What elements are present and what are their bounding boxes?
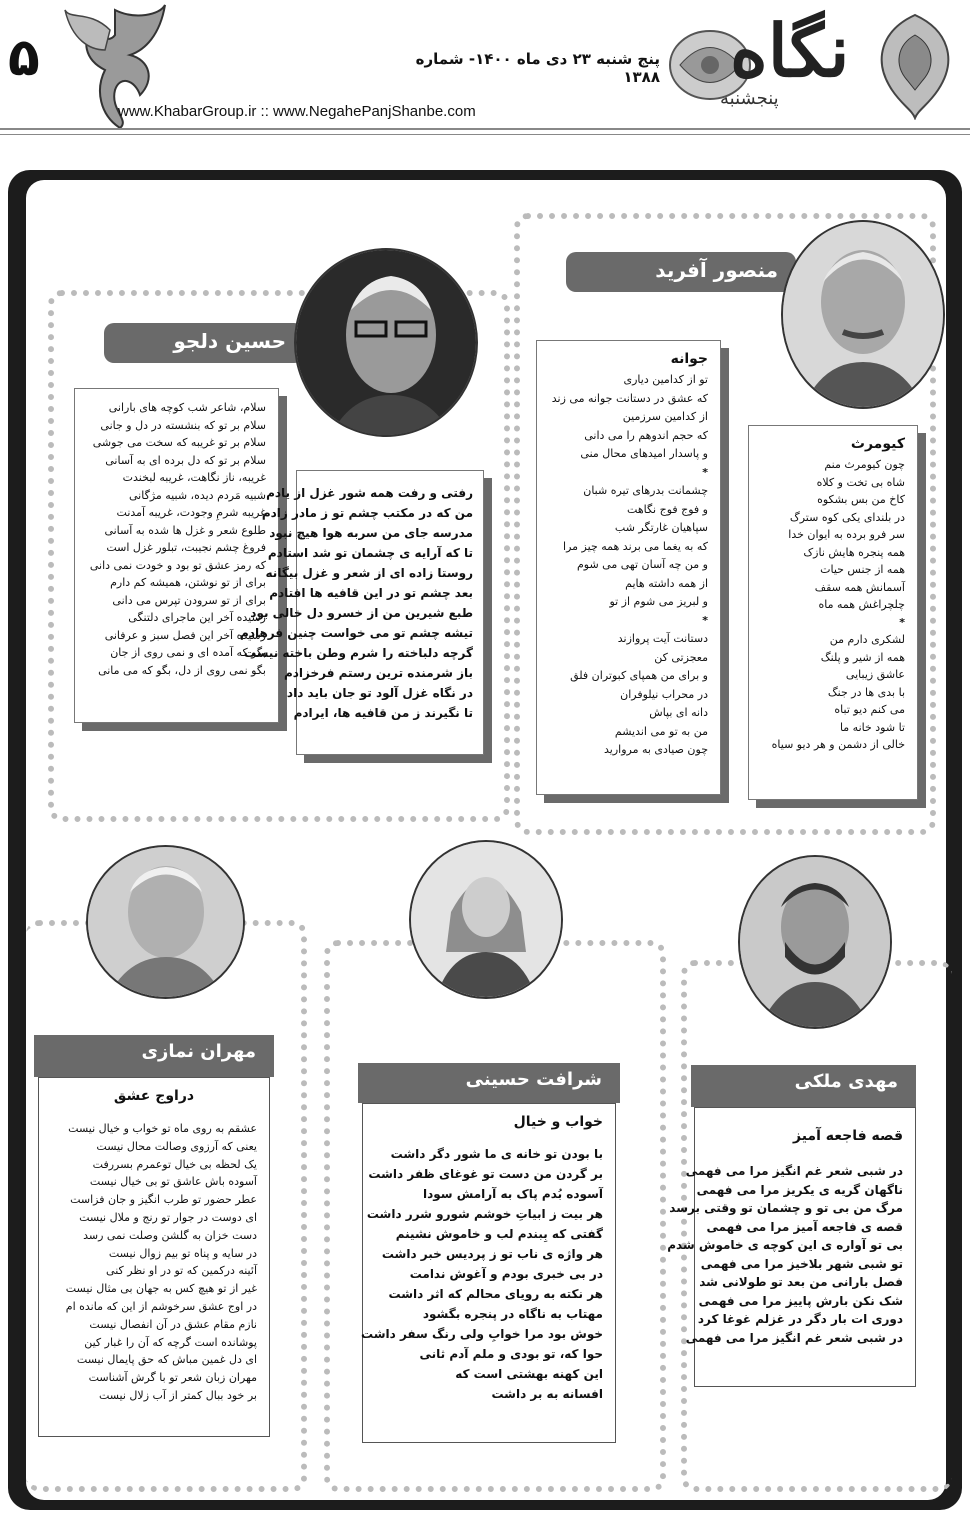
poem-line: که به یغما می برند همه چیز مرا [563,539,708,553]
poem-line: طلوع شعر و غزل ها شده به آسانی [104,523,266,537]
poem-line: سلام بر تو که دل برده ای به آسانی [105,453,266,467]
poem-line: تو شبی شهر بلاخیز مرا می فهمی [700,1256,903,1271]
afarid-poem-javaneh [536,340,721,795]
poem-line: آسمانش همه سقف [814,580,905,594]
person-avatar-icon [88,847,243,997]
poem-line: آسوده باش عاشق تو بی خیال نیست [89,1175,257,1189]
poem-line: خوش بود مرا خوابِ ولی رنگ سفر داشت [361,1327,603,1341]
poem-line: همه از جنس حیات [820,563,905,576]
poem-line: و من چه آسان تهی می شوم [576,558,708,571]
poem-line: باز شرمنده ترین رستم فرخزادم [283,666,473,680]
poem-line: روستا زاده ای از شعر و غزل بیگانه [265,566,473,580]
poem-line: برای از تو نوشتن، همیشه کم دارم [110,576,266,589]
dalju-name-bar: حسین دلجو [104,323,304,363]
poem-line: معجزتی کن [654,650,708,664]
poem-line: دوری ات بار دگر در غزلم غوغا کرد [697,1312,903,1326]
poem-line: من به تو می اندیشم [614,724,708,738]
poem-line: با بودن تو خانه ی ما شور دگر داشت [390,1147,603,1161]
dalju-poem-ghazal [240,470,484,755]
poem-line: بر گردن من دست تو غوغای ظفر داشت [368,1167,603,1181]
maleki-name-bar: مهدی ملکی [691,1065,916,1107]
poem-line: هر واژه ی ناب تو ز پردیس خبر داشت [381,1247,603,1261]
person-avatar-icon [740,857,890,1027]
content-area [26,180,946,1500]
poem-line: چشمانت بدرهای تیره شبان [583,484,708,497]
poem-title: دراوج عشق [113,1088,195,1104]
poem-line: شک نکن بارش پاییز مرا می فهمی [698,1293,903,1308]
newspaper-logo-subtitle: پنجشنبه [720,88,779,109]
header-divider [0,128,970,130]
poem-line: تا شود خانه ما [839,720,905,734]
dalju-portrait [294,248,478,437]
poem-line: دستانت آیت پروازند [617,632,708,645]
poem-line: سلام، شاعر شب کوچه های بارانی [108,401,266,414]
namazi-poem [38,1077,270,1437]
poem-body [240,483,473,723]
poem-line: بر خود ببال کمتر از آب زلال نیست [98,1388,257,1402]
poem-line: من که در مکتب چشم تو ز مادر زادم [261,506,473,520]
namazi-name-bar: مهران نمازی [34,1035,274,1077]
poem-line: رفتی و رفت همه شور غزل از یادم [266,486,473,500]
poem-body [761,456,905,754]
poem-title: جوانه [670,351,708,367]
maleki-portrait [738,855,892,1029]
poem-line: که رمز عشق تو بود و خودت نمی دانی [89,558,266,572]
person-avatar-icon [783,222,943,407]
afarid-name-bar: منصور آفرید [566,252,796,292]
poem-line: در شبی شعر غم انگیز مرا می فهمی [685,1330,903,1345]
afarid-poem-kiumars [748,425,918,800]
poem-body [51,1120,257,1405]
poem-line: دانه ای بپاش [649,706,708,719]
poem-line: در بی خبری بودم و آغوش ندامت [409,1267,603,1281]
poem-line: از همه داشته هایم [625,576,708,590]
poem-body [361,1144,603,1404]
poem-line: و پاسدار امیدهای محال منی [580,447,708,460]
poem-line: مدرسه جای من سربه هوا هیچ نبود [269,526,473,540]
poem-line: لشکری دارم من [829,633,905,646]
hosseini-name-bar: شرافت حسینی [358,1063,620,1103]
header-divider-thin [0,134,970,135]
content-frame [8,170,962,1510]
poem-line: شبیه مَردم دیده، شبیه مژگانی [129,488,266,502]
person-avatar-icon [296,250,476,435]
poem-line: ناگهان گریه ی یکریز مرا می فهمی [696,1182,903,1197]
person-avatar-icon [411,842,561,997]
poem-line: مهران زبان شعر تو با گرش آشناست [88,1371,257,1385]
poem-line: بگو نمی روی از دل، بگو که می مانی [98,663,266,677]
poem-line: سپاهیان غارتگر شب [614,521,708,534]
poem-body [667,1162,903,1347]
poem-line: یعنی که آرزوی وصالت محال نیست [96,1139,257,1153]
poem-line: تا که آرایه ی چشمان تو شد استادم [267,546,473,560]
poem-line: چون کیومرث منم [824,458,905,471]
poem-line: با بدی ها در جنگ [827,685,905,699]
poem-line: مرگ من بی تو و چشمان تو وقتی برسد [669,1201,903,1215]
poem-line: ای دل غمین مباش که حق پایمال نیست [76,1353,257,1367]
poem-body [549,371,708,760]
poem-line: بی تو آواره ی این کوچه ی خاموش شدم [667,1238,903,1252]
poem-line: طبع شیرین من از خسرو دل خالی بود [250,606,473,620]
poem-line: گرچه دلباخته را شرم وطن باخته نیست [243,646,473,660]
poem-line: چلچراغش همه ماه [818,598,905,611]
poem-line: همه از شیر و پلنگ [820,650,905,664]
poem-line: در اوج عشق سرخوشم از این که مانده ام [65,1299,257,1313]
poem-line: و لبریز می شوم از تو [609,595,708,608]
poem-line: عطر حضور تو طرب انگیز و جان فزاست [70,1193,257,1207]
poem-line: * [702,465,708,479]
poem-line: قصه ی فاجعه آمیز مرا می فهمی [706,1219,903,1234]
poem-line: مهتاب به ناگاه در پنجره بگشود [422,1307,603,1321]
maleki-poem [667,1107,916,1387]
poem-line: تو از کدامین دیاری [623,373,708,386]
poem-line: عشقم به روی ماه تو خواب و خیال نیست [68,1122,257,1135]
poem-line: و فوج فوج نگاهت [627,502,708,516]
poem-line: سلام بر تو که بنشسته در دل و جانی [100,418,266,432]
poem-line: آسوده بُدم پاک به آرامش سودا [422,1187,603,1201]
newspaper-logo: نگاه [730,8,850,93]
poem-line: در شبی شعر غم انگیز مرا می فهمی [685,1164,903,1178]
poem-line: فصل بارانی من بعد تو طولانی شد [699,1275,903,1289]
namazi-portrait [86,845,245,999]
poem-line: یک لحظه بی خیال توعمرم بسررفت [92,1157,257,1171]
poem-line: کاخ من بس بشکوه [817,493,905,506]
poem-line: که عشق در دستانت جوانه می زند [551,391,708,405]
poem-line: بعد چشم تو در این قافیه ها افتادم [269,586,473,600]
poem-line: می کنم دیو تباه [834,703,905,716]
dalju-poem-1 [74,388,279,723]
poem-title: کیومرث [850,436,905,452]
poem-line: سلام بر تو غریبه که سخت می جوشی [92,436,266,449]
poem-line: پوشانده است گرچه که آن را غبار کین [84,1335,257,1349]
poem-line: در محراب نیلوفران [620,687,708,701]
poem-line: عاشق زیبایی [845,668,905,681]
poem-line: غریبه شرمِ وجودت، غریبه آمدنت [116,506,266,519]
poem-line: همه پنجره هایش نازک [803,545,905,559]
issue-dateline: پنج شنبه ۲۳ دی ماه ۱۴۰۰- شماره ۱۳۸۸ [415,50,660,86]
poem-line: گفتی که بِبندم لب و خاموش نشینم [395,1227,603,1241]
poem-line: این کهنه بهشتی است که [455,1367,603,1381]
poem-line: در سایه و پناه تو بیم زوال نیست [108,1246,257,1260]
poem-title: قصه فاجعه آمیز [793,1128,903,1144]
hosseini-poem [362,1103,616,1443]
poem-line: رسیده آخر این ماجرای دلتنگی [128,611,266,624]
poem-line: خالی از دشمن و هر دیو سیاه [771,738,905,751]
poem-line: چون صیادی به مروارید [603,743,708,756]
poem-title: خواب و خیال [513,1114,603,1130]
poem-line: غریبه، ناز نگاهت، غریبه لبخندت [122,471,266,484]
poem-line: در نگاه غزل آلود تو جان باید داد [286,686,473,700]
page-header [0,0,970,150]
poem-line: نازم مقام عشق در آن انفصال نیست [89,1317,257,1331]
poem-line: فروغ چشم نجیبت، تبلور غزل است [106,541,266,554]
poem-line: هر بیت ز ابیاتِ خوشم شورو شرر داشت [366,1207,603,1221]
poem-line: برای از تو سرودن تپرس می دانی [112,593,266,607]
website-urls[interactable]: www.KhabarGroup.ir :: www.NegahePanjShanbe.com [118,103,476,120]
poem-line: * [899,615,905,629]
afarid-portrait [781,220,945,409]
hosseini-portrait [409,840,563,999]
poem-line: از کدامین سرزمین [622,410,708,423]
poem-line: که حجم اندوهم را می دانی [584,428,708,442]
ornament-right-icon [868,10,963,120]
poem-line: تیشه چشم تو می خواست چنین فرهادم [240,626,473,640]
poem-line: حوا که، تو بودی و ملم آدم ثانی [419,1347,603,1361]
poem-line: * [702,613,708,627]
poem-line: دست خزان به گلشن وصلت نمی رسد [83,1228,257,1242]
poem-line: در بلندای یکی کوه سترگ [789,510,905,524]
page-number: ۵ [8,28,40,88]
poem-line: غیر از تو هیچ کس به جهان بی مثال نیست [65,1282,257,1296]
poem-line: بگو که آمده ای و نمی روی از جان [110,646,266,659]
poem-line: آئینه درکمین که تو در او نظر کنی [106,1264,257,1278]
poem-line: شاه بی تخت و کلاه [816,475,905,489]
poem-line: تا نگیرند ز من قافیه ها، ایرادم [293,706,473,720]
poem-line: سر فرو برده به ایوان خدا [788,528,905,541]
poem-line: هر نکته به رویای محالم که اثر داشت [388,1287,603,1301]
poem-line: ای دوست در جوار تو رنج و ملال نیست [79,1210,257,1224]
poem-line: افسانه به بر داشت [491,1387,603,1401]
poem-line: رسیده آخر این فصل سبز و عرفانی [104,628,266,642]
poem-line: و برای من همپای کبوتران فلق [570,669,708,682]
